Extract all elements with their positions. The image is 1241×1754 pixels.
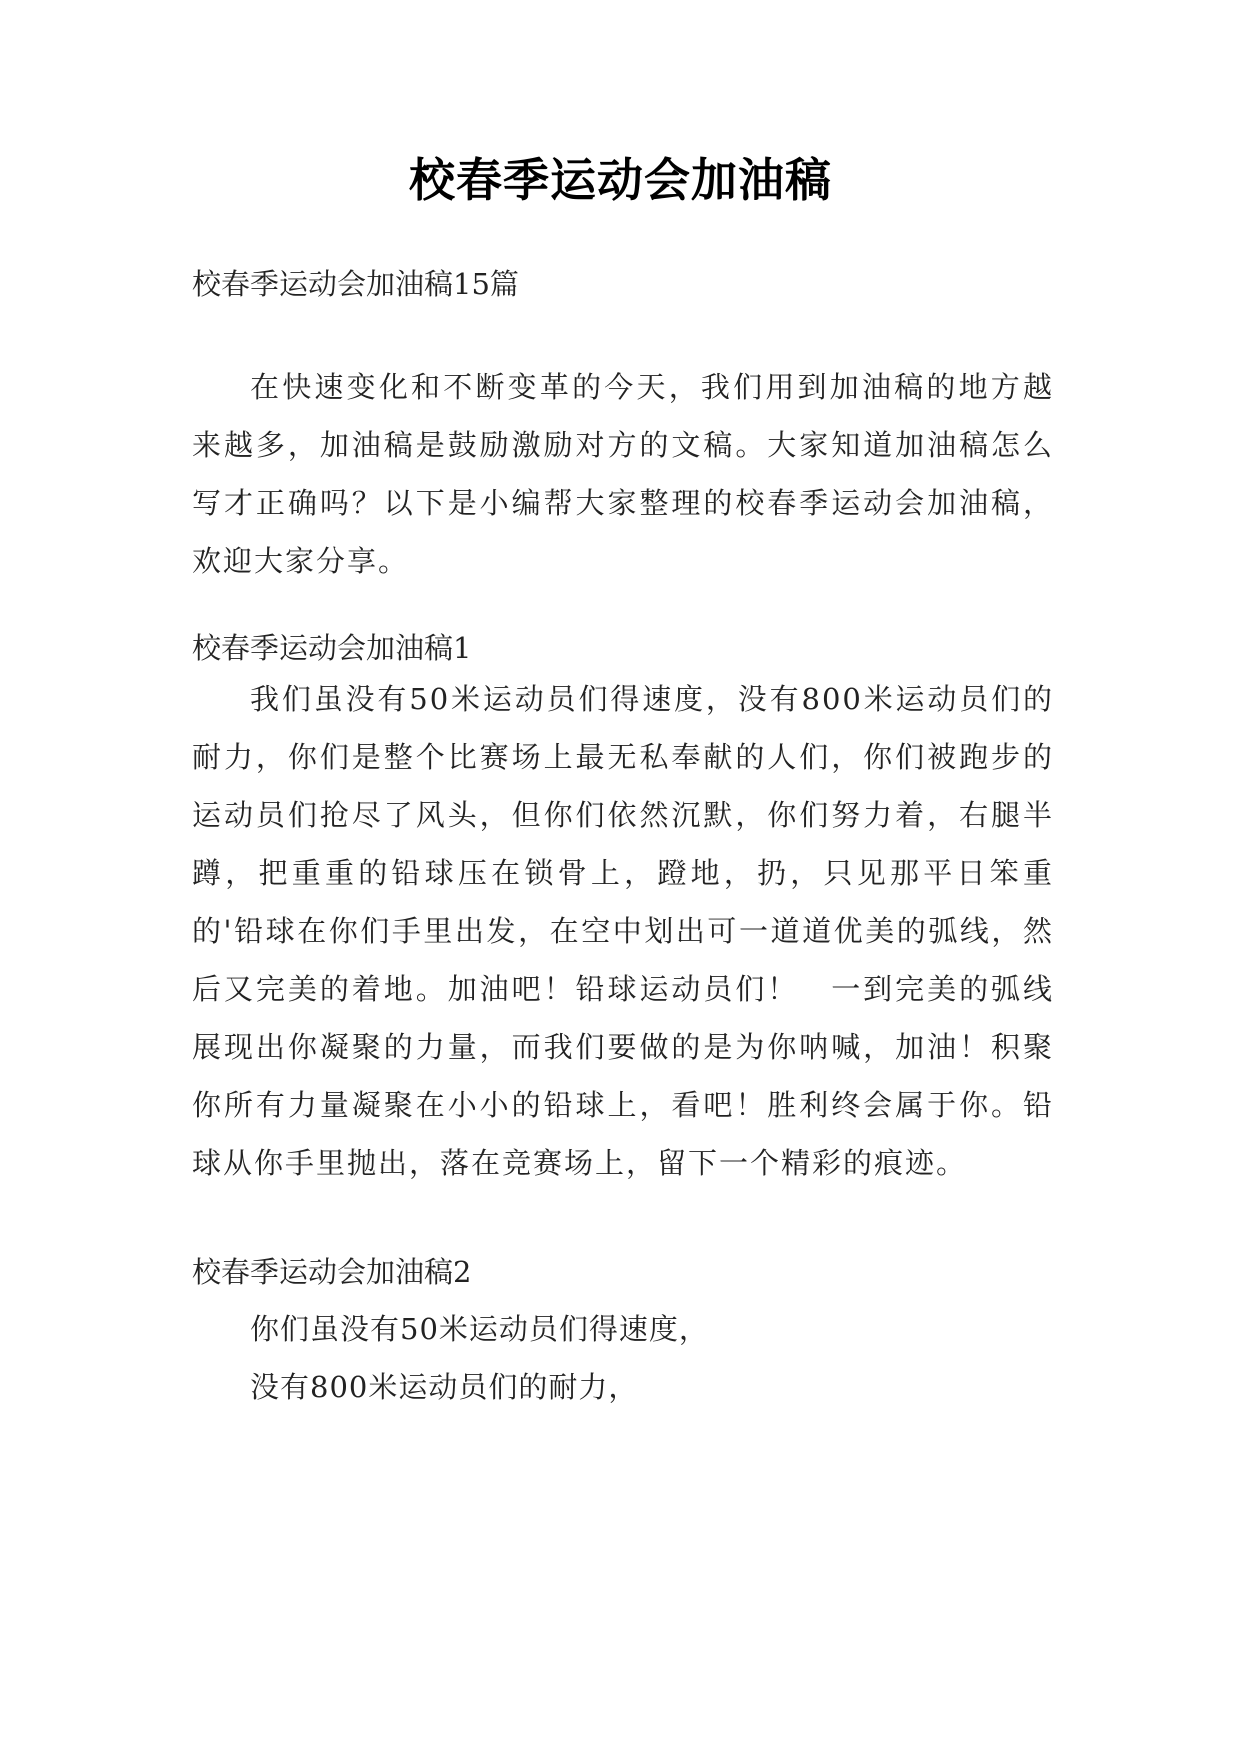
document-subtitle: 校春季运动会加油稿15篇 xyxy=(192,267,519,301)
section-2-line: 你们虽没有50米运动员们得速度， xyxy=(250,1312,709,1346)
intro-block xyxy=(192,358,1054,590)
intro-paragraph: 在快速变化和不断变革的今天，我们用到加油稿的地方越来越多，加油稿是鼓励激励对方的文稿。大家知道加油稿怎么写才正确吗？以下是小编帮大家整理的校春季运动会加油稿，欢迎大家分享。 xyxy=(192,370,1054,578)
section-1-paragraph: 我们虽没有50米运动员们得速度，没有800米运动员们的耐力，你们是整个比赛场上最无私奉献的人们，你们被跑步的运动员们抢尽了风头，但你们依然沉默，你们努力着，右腿半蹲，把重重的铅球压在锁骨上，蹬地，扔，只见那平日笨重的'铅球在你们手里出发，在空中划出可一道道优美的弧线，然后又完美的着地。加油吧！铅球运动员们！ 一到完美的弧线展现出你凝聚的力量，而我们要做的是为你呐喊，加油！积聚你所有力量凝聚在小小的铅球上，看吧！胜利终会属于你。铅球从你手里抛出，落在竞赛场上，留下一个精彩的痕迹。 xyxy=(192,682,1054,1180)
page-title: 校春季运动会加油稿 xyxy=(409,153,832,207)
section-heading-1: 校春季运动会加油稿1 xyxy=(192,631,472,665)
section-heading-2: 校春季运动会加油稿2 xyxy=(192,1255,472,1289)
section-2-block xyxy=(192,1300,1054,1416)
section-2-line: 没有800米运动员们的耐力， xyxy=(250,1370,639,1404)
section-1-block xyxy=(192,670,1054,1192)
